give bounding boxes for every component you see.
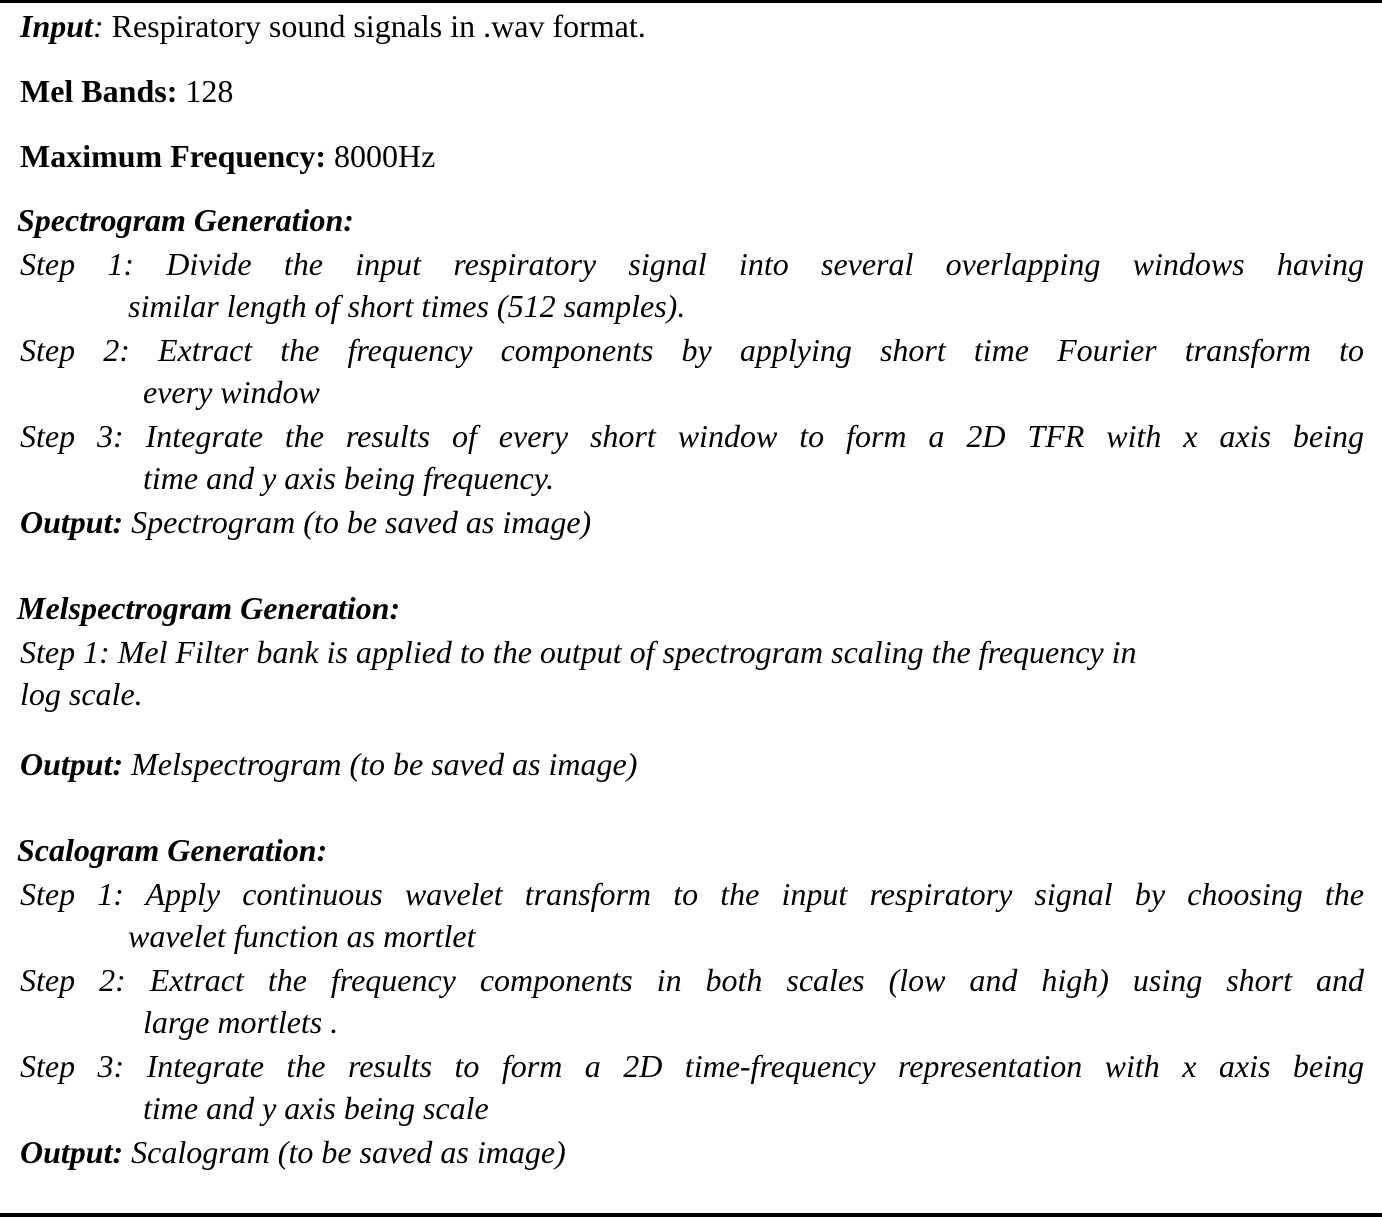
mel-bands-param — [20, 70, 233, 112]
mel-bands-value: 128 — [177, 73, 234, 109]
scalogram-step-1: Step 1: Apply continuous wavelet transform to the input respiratory signal by choosing the — [20, 876, 1364, 912]
spectrogram-step-1-cont: similar length of short times (512 samples). — [128, 288, 686, 324]
input-sep: : — [92, 8, 112, 44]
scalogram-output-value: Scalogram (to be saved as image) — [123, 1134, 566, 1170]
max-frequency-label: Maximum Frequency: — [20, 138, 327, 174]
max-frequency-value: 8000Hz — [326, 138, 436, 174]
spectrogram-step-3: Step 3: Integrate the results of every short window to form a 2D TFR with x axis being — [20, 418, 1364, 454]
input-param — [20, 5, 646, 47]
spectrogram-output-value: Spectrogram (to be saved as image) — [123, 504, 592, 540]
melspectrogram-output — [20, 743, 637, 785]
melspectrogram-step-1-cont: log scale. — [20, 676, 143, 712]
melspectrogram-step-1: Step 1: Mel Filter bank is applied to the output of spectrogram scaling the frequency in — [20, 634, 1137, 670]
mel-bands-label: Mel Bands: — [20, 73, 178, 109]
spectrogram-step-3-cont: time and y axis being frequency. — [143, 460, 555, 496]
melspectrogram-heading: Melspectrogram Generation: — [17, 590, 401, 626]
bottom-rule — [0, 1213, 1382, 1217]
spectrogram-output-label: Output: — [20, 504, 124, 540]
input-value: Respiratory sound signals in .wav format. — [111, 8, 646, 44]
melspectrogram-output-value: Melspectrogram (to be saved as image) — [123, 746, 638, 782]
scalogram-step-2-cont: large mortlets . — [143, 1004, 339, 1040]
scalogram-step-2: Step 2: Extract the frequency components in both scales (low and high) using short and — [20, 962, 1364, 998]
scalogram-step-3: Step 3: Integrate the results to form a 2D time-frequency representation with x axis being — [20, 1048, 1364, 1084]
spectrogram-heading: Spectrogram Generation: — [17, 202, 354, 238]
scalogram-output — [20, 1131, 566, 1173]
spectrogram-step-1: Step 1: Divide the input respiratory signal into several overlapping windows having — [20, 246, 1364, 282]
scalogram-step-1-cont: wavelet function as mortlet — [128, 918, 476, 954]
input-label: Input — [20, 8, 93, 44]
spectrogram-step-2: Step 2: Extract the frequency components by applying short time Fourier transform to — [20, 332, 1364, 368]
melspectrogram-output-label: Output: — [20, 746, 124, 782]
max-frequency-param — [20, 135, 435, 177]
spectrogram-output — [20, 501, 591, 543]
scalogram-output-label: Output: — [20, 1134, 124, 1170]
top-rule — [0, 0, 1382, 3]
spectrogram-step-2-cont: every window — [143, 374, 320, 410]
scalogram-step-3-cont: time and y axis being scale — [143, 1090, 489, 1126]
scalogram-heading: Scalogram Generation: — [17, 832, 328, 868]
